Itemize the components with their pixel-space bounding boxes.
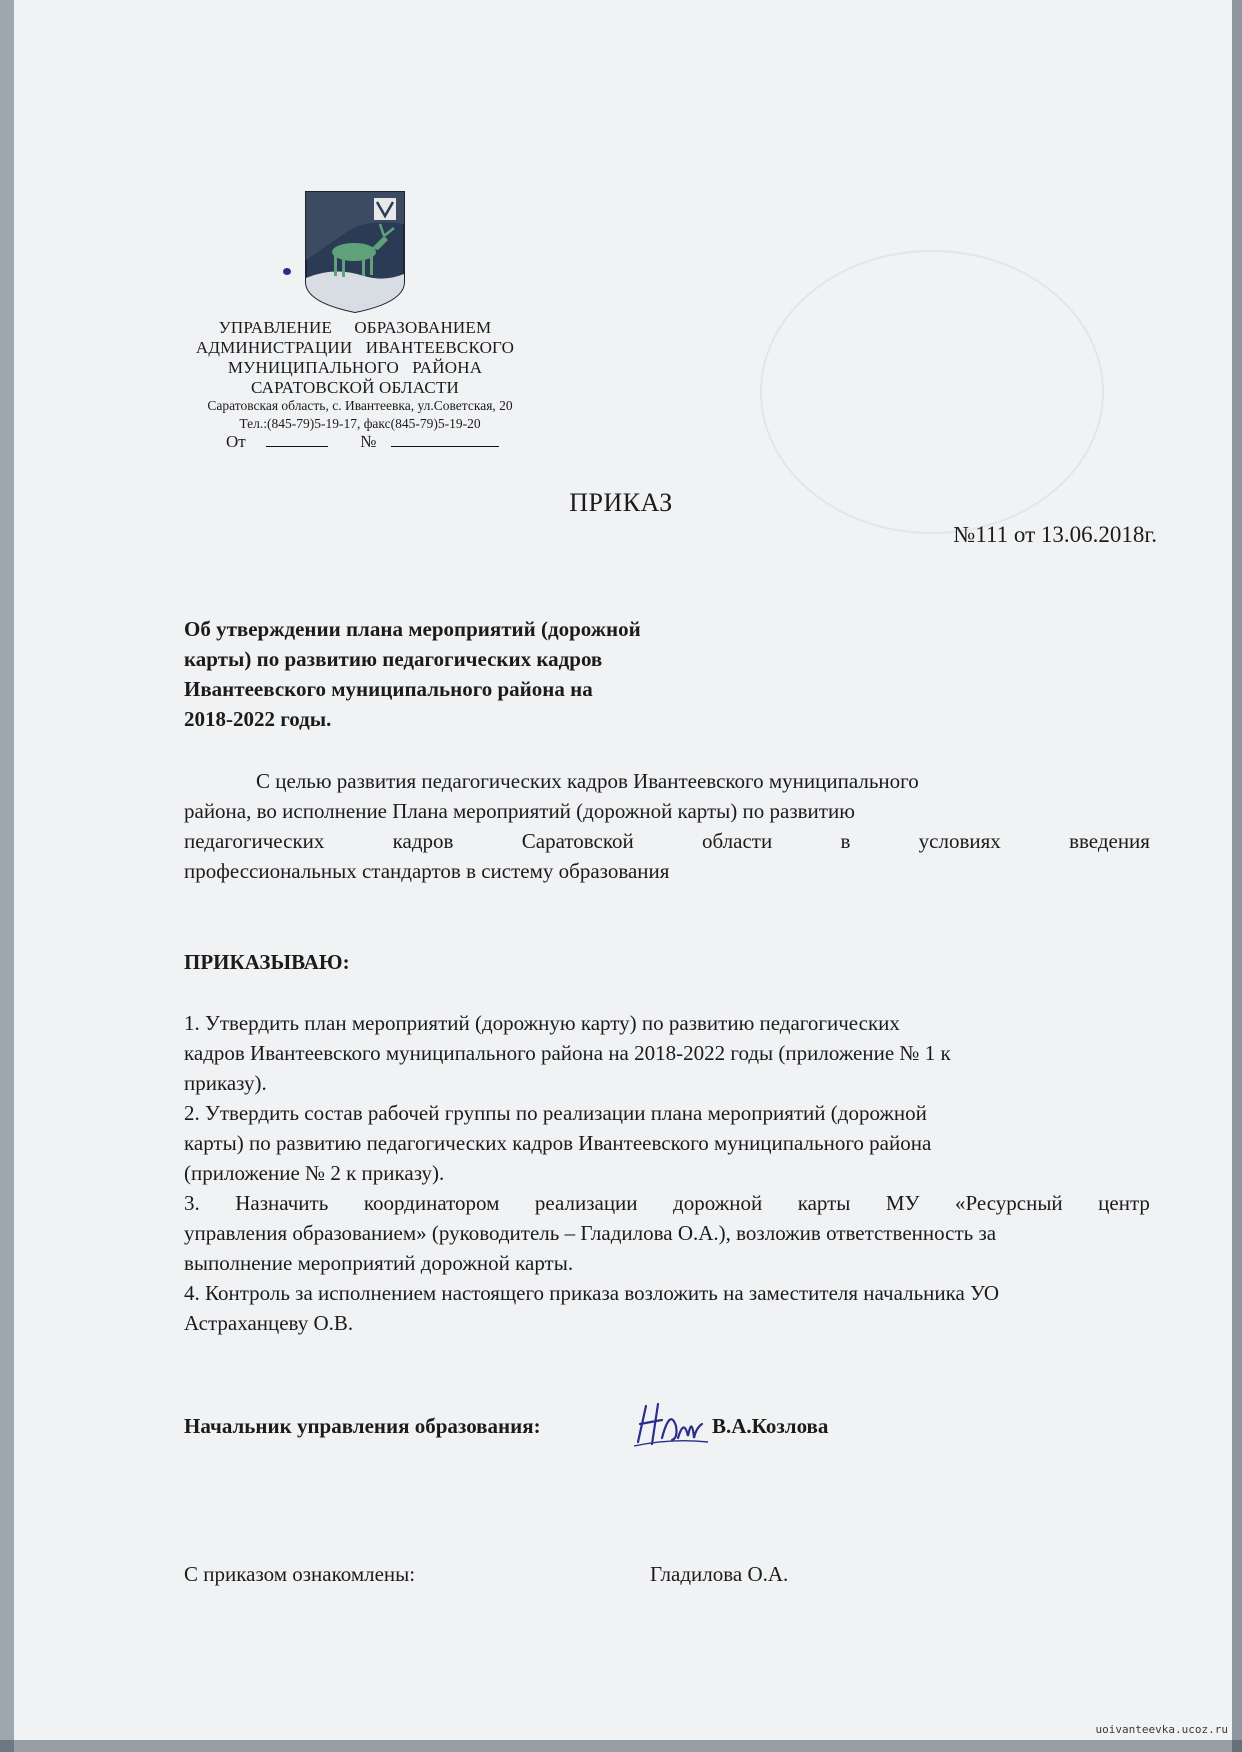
item-line: (приложение № 2 к приказу). [184,1161,445,1185]
signer-name: В.А.Козлова [712,1414,829,1438]
document-title: ПРИКАЗ [569,488,673,517]
orders-heading: ПРИКАЗЫВАЮ: [184,950,350,974]
word: МУ [885,1191,920,1215]
acknowledged-person: Гладилова О.А. [650,1562,789,1586]
preamble-paragraph [184,766,1150,886]
coat-of-arms-icon [304,190,406,314]
number-blank [391,432,499,447]
item-line: кадров Ивантеевского муниципального района на 2018-2022 годы (приложение № 1 к [184,1041,951,1065]
item-line: 1. Утвердить план мероприятий (дорожную карту) по развитию педагогических [184,1011,900,1035]
word: условиях [918,829,1001,853]
word: педагогических [184,829,325,853]
word: области [702,829,773,853]
org-line: САРАТОВСКОЙ ОБЛАСТИ [250,378,460,397]
item-line: выполнение мероприятий дорожной карты. [184,1251,574,1275]
address-line: Саратовская область, с. Ивантеевка, ул.Советская, 20 [207,398,513,413]
date-blank [266,432,328,447]
word: карты [797,1191,851,1215]
outgoing-ref-row [226,432,499,452]
scan-edge [0,0,14,1752]
subject-line: 2018-2022 годы. [184,707,332,731]
word: кадров [392,829,454,853]
word: дорожной [673,1191,763,1215]
organization-name [160,318,550,398]
org-line: УПРАВЛЕНИЕ ОБРАЗОВАНИЕМ [218,318,492,337]
item-line: Астраханцеву О.В. [184,1311,354,1335]
acknowledgement-label: С приказом ознакомлены: [184,1562,416,1586]
word: 3. [184,1191,200,1215]
preamble-line: С целью развития педагогических кадров Ивантеевского муниципального [256,769,919,793]
source-watermark: uoivanteevka.ucoz.ru [1095,1723,1228,1736]
order-items [184,1008,1150,1338]
order-number: №111 от 13.06.2018г. [953,522,1157,547]
order-subject [184,614,744,734]
handwritten-signature [632,1398,710,1450]
organization-address [190,397,530,433]
preamble-line: района, во исполнение Плана мероприятий (дорожной карты) по развитию [184,799,855,823]
item-line [184,1188,1150,1218]
scan-edge [1232,0,1242,1752]
preamble-line [184,826,1150,856]
preamble-line: профессиональных стандартов в систему образования [184,859,670,883]
item-line: приказу). [184,1071,267,1095]
word: координатором [363,1191,500,1215]
word: Саратовской [521,829,634,853]
item-line: управления образованием» (руководитель – Гладилова О.А.), возложив ответственность за [184,1221,997,1245]
word: Назначить [235,1191,329,1215]
subject-line: Ивантеевского муниципального района на [184,677,593,701]
item-line: 2. Утвердить состав рабочей группы по реализации плана мероприятий (дорожной [184,1101,927,1125]
phones-line: Тел.:(845-79)5-19-17, факс(845-79)5-19-20 [239,416,481,431]
word: «Ресурсный [954,1191,1063,1215]
scan-edge [0,1740,1242,1752]
subject-line: карты) по развитию педагогических кадров [184,647,603,671]
ink-dot [283,268,291,275]
org-line: АДМИНИСТРАЦИИ ИВАНТЕЕВСКОГО [195,338,515,357]
word: реализации [534,1191,638,1215]
subject-line: Об утверждении плана мероприятий (дорожной [184,617,641,641]
word: центр [1098,1191,1150,1215]
from-label: От [226,432,246,451]
signatory-position: Начальник управления образования: [184,1414,541,1438]
org-line: МУНИЦИПАЛЬНОГО РАЙОНА [227,358,483,377]
number-label: № [360,432,377,451]
word: введения [1069,829,1150,853]
word: в [840,829,851,853]
item-line: 4. Контроль за исполнением настоящего приказа возложить на заместителя начальника УО [184,1281,1000,1305]
item-line: карты) по развитию педагогических кадров Ивантеевского муниципального района [184,1131,932,1155]
